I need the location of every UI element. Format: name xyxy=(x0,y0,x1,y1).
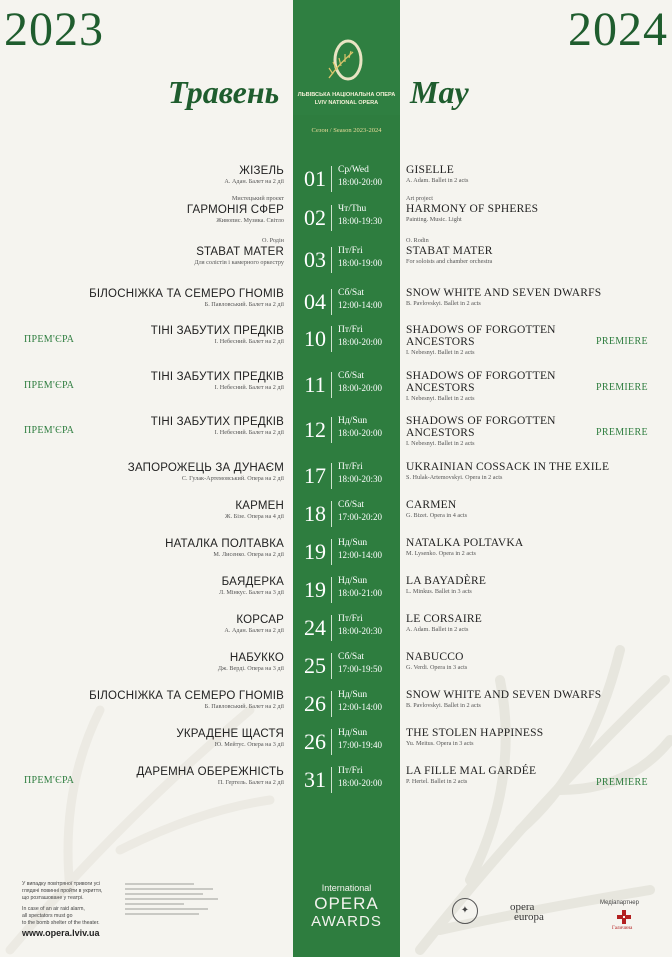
event-weekday: Нд/Sun xyxy=(338,728,368,738)
event-subtitle-en: M. Lysenko. Opera in 2 acts xyxy=(406,550,476,557)
event-day: 10 xyxy=(304,326,326,351)
event-pre-en: Art project xyxy=(406,195,433,202)
event-weekday: Чт/Thu xyxy=(338,204,367,214)
event-title-ua[interactable]: ГАРМОНІЯ СФЕР xyxy=(186,204,284,216)
air-raid-note-ua xyxy=(22,881,102,902)
event-time: 18:00-20:00 xyxy=(338,383,382,393)
event-time: 12:00-14:00 xyxy=(338,550,382,560)
event-weekday: Сб/Sat xyxy=(338,652,365,662)
ornament-cross-icon xyxy=(617,910,631,924)
awards-line-2: OPERA xyxy=(314,894,379,913)
event-weekday: Пт/Fri xyxy=(338,462,363,472)
air-raid-note-ua-line: У випадку повітряної тривоги усі xyxy=(22,881,100,887)
media-partner-label: Медіапартнер xyxy=(600,900,639,906)
event-time: 12:00-14:00 xyxy=(338,300,382,310)
event-subtitle-ua: М. Лисенко. Опера на 2 дії xyxy=(213,551,284,558)
event-title-en[interactable]: NABUCCO xyxy=(406,651,464,663)
event-title-en[interactable]: NATALKA POLTAVKA xyxy=(406,537,524,549)
event-subtitle-en: P. Hertel. Ballet in 2 acts xyxy=(406,778,468,785)
event-title-en[interactable]: LA FILLE MAL GARDÉE xyxy=(406,765,537,777)
event-time: 18:00-19:30 xyxy=(338,216,382,226)
event-title-ua[interactable]: ДАРЕМНА ОБЕРЕЖНІСТЬ xyxy=(136,766,284,778)
opera-leaf-logo-icon xyxy=(323,38,369,88)
air-raid-note-en-line: to the bomb shelter of the theater. xyxy=(22,920,100,926)
event-subtitle-en: A. Adam. Ballet in 2 acts xyxy=(406,177,469,184)
date-divider xyxy=(331,417,332,443)
event-time: 18:00-20:00 xyxy=(338,177,382,187)
event-pre-ua: Мистецький проєкт xyxy=(231,195,284,202)
premiere-badge-ua: ПРЕМ'ЄРА xyxy=(24,380,75,391)
event-title-en[interactable]: SNOW WHITE AND SEVEN DWARFS xyxy=(406,287,602,299)
center-band xyxy=(293,0,400,957)
event-title-en-line2[interactable]: ANCESTORS xyxy=(406,427,475,439)
event-subtitle-ua: І. Небесний. Балет на 2 дії xyxy=(214,338,284,345)
date-divider xyxy=(331,691,332,717)
event-subtitle-ua: Л. Мінкус. Балет на 3 дії xyxy=(219,589,284,596)
air-raid-note-ua-line: що розташоване у театрі. xyxy=(22,895,84,901)
event-time: 18:00-20:00 xyxy=(338,778,382,788)
event-subtitle-ua: Ж. Бізе. Опера на 4 дії xyxy=(225,513,284,520)
event-subtitle-ua: Б. Павловський. Балет на 2 дії xyxy=(204,301,284,308)
event-weekday: Нд/Sun xyxy=(338,576,368,586)
event-title-ua[interactable]: НАБУККО xyxy=(229,652,284,664)
event-weekday: Сб/Sat xyxy=(338,500,365,510)
event-title-en-line2[interactable]: ANCESTORS xyxy=(406,336,475,348)
opera-europa-line-1: opera xyxy=(510,901,535,913)
event-title-ua[interactable]: КОРСАР xyxy=(236,614,284,626)
awards-line-1: International xyxy=(321,883,372,893)
event-weekday: Пт/Fri xyxy=(338,246,363,256)
event-title-en-line2[interactable]: ANCESTORS xyxy=(406,382,475,394)
event-weekday: Пт/Fri xyxy=(338,325,363,335)
event-title-ua[interactable]: УКРАДЕНЕ ЩАСТЯ xyxy=(176,728,284,740)
website-link[interactable]: www.opera.lviv.ua xyxy=(22,928,100,938)
event-subtitle-ua: Живопис. Музика. Світло xyxy=(216,217,284,224)
air-raid-note-ua-line: глядачі повинні пройти в укриття, xyxy=(22,888,103,894)
date-divider xyxy=(331,501,332,527)
event-pre-en: O. Rodin xyxy=(406,237,429,244)
event-subtitle-ua: А. Адан. Балет на 2 дії xyxy=(224,178,284,185)
event-day: 12 xyxy=(304,417,326,442)
event-subtitle-en: I. Nebesnyi. Ballet in 2 acts xyxy=(406,349,475,356)
event-time: 17:00-19:40 xyxy=(338,740,382,750)
event-day: 25 xyxy=(304,653,326,678)
year-left: 2023 xyxy=(4,3,104,56)
event-subtitle-en: B. Pavlovskyi. Ballet in 2 acts xyxy=(406,702,481,709)
event-weekday: Нд/Sun xyxy=(338,416,368,426)
event-day: 19 xyxy=(304,539,326,564)
event-title-en[interactable]: SNOW WHITE AND SEVEN DWARFS xyxy=(406,689,602,701)
event-time: 18:00-19:00 xyxy=(338,258,382,268)
opera-name-en: LVIV NATIONAL OPERA xyxy=(314,100,379,106)
event-title-ua[interactable]: ЗАПОРОЖЕЦЬ ЗА ДУНАЄМ xyxy=(127,462,284,474)
event-day: 17 xyxy=(304,463,326,488)
event-day: 24 xyxy=(304,615,326,640)
event-title-ua[interactable]: НАТАЛКА ПОЛТАВКА xyxy=(165,538,284,550)
event-subtitle-en: G. Bizet. Opera in 4 acts xyxy=(406,512,467,519)
season-label: Сезон / Season 2023-2024 xyxy=(311,127,382,134)
event-title-en[interactable]: STABAT MATER xyxy=(406,245,493,257)
event-subtitle-en: Yu. Meitus. Opera in 3 acts xyxy=(406,740,474,747)
opera-europa-line-2: europa xyxy=(514,911,544,923)
event-day: 26 xyxy=(304,729,326,754)
date-divider xyxy=(331,767,332,793)
event-subtitle-en: I. Nebesnyi. Ballet in 2 acts xyxy=(406,440,475,447)
event-time: 18:00-20:30 xyxy=(338,626,382,636)
air-raid-note-en xyxy=(22,906,100,927)
event-title-en[interactable]: LA BAYADÈRE xyxy=(406,575,487,587)
event-subtitle-en: S. Hulak-Artemovskyi. Opera in 2 acts xyxy=(406,474,503,481)
event-subtitle-ua: Для солістів і камерного оркестру xyxy=(194,259,284,266)
event-title-ua[interactable]: КАРМЕН xyxy=(235,500,284,512)
premiere-badge-ua: ПРЕМ'ЄРА xyxy=(24,425,75,436)
event-title-ua[interactable]: STABAT MATER xyxy=(196,246,284,258)
event-day: 26 xyxy=(304,691,326,716)
opera-awards-logo xyxy=(293,883,400,930)
event-title-ua[interactable]: ТІНІ ЗАБУТИХ ПРЕДКІВ xyxy=(150,325,284,337)
event-day: 19 xyxy=(304,577,326,602)
event-subtitle-en: B. Pavlovskyi. Ballet in 2 acts xyxy=(406,300,481,307)
event-day: 03 xyxy=(304,247,326,272)
event-subtitle-ua: Б. Павловський. Балет на 2 дії xyxy=(204,703,284,710)
event-subtitle-ua: А. Адан. Балет на 2 дії xyxy=(224,627,284,634)
event-weekday: Ср/Wed xyxy=(338,165,369,175)
event-time: 17:00-20:20 xyxy=(338,512,382,522)
event-weekday: Нд/Sun xyxy=(338,538,368,548)
event-title-ua[interactable]: ЖІЗЕЛЬ xyxy=(239,165,284,177)
event-title-en[interactable]: UKRAINIAN COSSACK IN THE EXILE xyxy=(406,461,610,473)
event-title-ua[interactable]: ТІНІ ЗАБУТИХ ПРЕДКІВ xyxy=(150,371,284,383)
event-subtitle-en: G. Verdi. Opera in 3 acts xyxy=(406,664,468,671)
month-title-ua: Травень xyxy=(168,74,280,110)
premiere-badge-ua: ПРЕМ'ЄРА xyxy=(24,334,75,345)
date-divider xyxy=(331,615,332,641)
event-title-en[interactable]: LE CORSAIRE xyxy=(406,613,482,625)
air-raid-note-en-line: all spectators must go xyxy=(22,913,73,919)
event-title-ua[interactable]: БАЯДЕРКА xyxy=(221,576,284,588)
event-day: 11 xyxy=(304,372,326,397)
year-right: 2024 xyxy=(568,3,668,56)
event-title-ua[interactable]: БІЛОСНІЖКА ТА СЕМЕРО ГНОМІВ xyxy=(89,288,284,300)
awards-line-3: AWARDS xyxy=(311,913,382,930)
event-subtitle-en: I. Nebesnyi. Ballet in 2 acts xyxy=(406,395,475,402)
event-subtitle-ua: П. Гертель. Балет на 2 дії xyxy=(217,779,284,786)
date-divider xyxy=(331,463,332,489)
event-day: 04 xyxy=(304,289,326,314)
event-title-en[interactable]: THE STOLEN HAPPINESS xyxy=(406,727,544,739)
event-subtitle-ua: Дж. Верді. Опера на 3 дії xyxy=(217,665,284,672)
date-divider xyxy=(331,289,332,315)
premiere-badge-en: PREMIERE xyxy=(596,382,648,393)
date-divider xyxy=(331,372,332,398)
event-title-ua[interactable]: БІЛОСНІЖКА ТА СЕМЕРО ГНОМІВ xyxy=(89,690,284,702)
event-weekday: Пт/Fri xyxy=(338,614,363,624)
event-weekday: Сб/Sat xyxy=(338,371,365,381)
date-divider xyxy=(331,577,332,603)
event-time: 18:00-21:00 xyxy=(338,588,382,598)
event-weekday: Нд/Sun xyxy=(338,690,368,700)
premiere-badge-en: PREMIERE xyxy=(596,427,648,438)
event-day: 18 xyxy=(304,501,326,526)
opera-name-ua: ЛЬВІВСЬКА НАЦІОНАЛЬНА ОПЕРА xyxy=(297,92,396,98)
event-subtitle-en: A. Adam. Ballet in 2 acts xyxy=(406,626,469,633)
event-title-en[interactable]: SHADOWS OF FORGOTTEN xyxy=(406,415,556,427)
event-time: 17:00-19:50 xyxy=(338,664,382,674)
date-divider xyxy=(331,539,332,565)
theatre-seal-icon: ✦ xyxy=(452,898,478,924)
event-subtitle-ua: С. Гулак-Артемовський. Опера на 2 дії xyxy=(181,475,284,482)
event-time: 18:00-20:00 xyxy=(338,428,382,438)
opera-europa-logo xyxy=(510,902,544,922)
event-time: 12:00-14:00 xyxy=(338,702,382,712)
date-divider xyxy=(331,729,332,755)
event-time: 18:00-20:30 xyxy=(338,474,382,484)
date-divider xyxy=(331,326,332,352)
event-day: 01 xyxy=(304,166,326,191)
media-partner-name: Галичина xyxy=(612,926,633,931)
event-subtitle-en: For soloists and chamber orchestra xyxy=(406,258,493,265)
event-weekday: Сб/Sat xyxy=(338,288,365,298)
event-time: 18:00-20:00 xyxy=(338,337,382,347)
event-subtitle-en: Painting. Music. Light xyxy=(406,216,462,223)
event-title-en[interactable]: SHADOWS OF FORGOTTEN xyxy=(406,370,556,382)
month-title-en: May xyxy=(410,74,469,110)
event-subtitle-ua: І. Небесний. Балет на 2 дії xyxy=(214,429,284,436)
date-divider xyxy=(331,205,332,231)
event-title-en[interactable]: CARMEN xyxy=(406,499,457,511)
event-subtitle-ua: Ю. Мейтус. Опера на 3 дії xyxy=(214,741,284,748)
event-weekday: Пт/Fri xyxy=(338,766,363,776)
air-raid-note-en-line: In case of an air raid alarm, xyxy=(22,906,85,912)
event-title-ua[interactable]: ТІНІ ЗАБУТИХ ПРЕДКІВ xyxy=(150,416,284,428)
event-subtitle-ua: І. Небесний. Балет на 2 дії xyxy=(214,384,284,391)
fine-print-block xyxy=(125,883,223,918)
premiere-badge-en: PREMIERE xyxy=(596,336,648,347)
event-title-en[interactable]: HARMONY OF SPHERES xyxy=(406,203,539,215)
premiere-badge-en: PREMIERE xyxy=(596,777,648,788)
date-divider xyxy=(331,653,332,679)
event-title-en[interactable]: GISELLE xyxy=(406,164,455,176)
event-pre-ua: О. Родін xyxy=(262,237,284,244)
date-divider xyxy=(331,166,332,192)
premiere-badge-ua: ПРЕМ'ЄРА xyxy=(24,775,75,786)
event-day: 31 xyxy=(304,767,326,792)
date-divider xyxy=(331,247,332,273)
event-day: 02 xyxy=(304,205,326,230)
event-subtitle-en: L. Minkus. Ballet in 3 acts xyxy=(406,588,472,595)
event-title-en[interactable]: SHADOWS OF FORGOTTEN xyxy=(406,324,556,336)
